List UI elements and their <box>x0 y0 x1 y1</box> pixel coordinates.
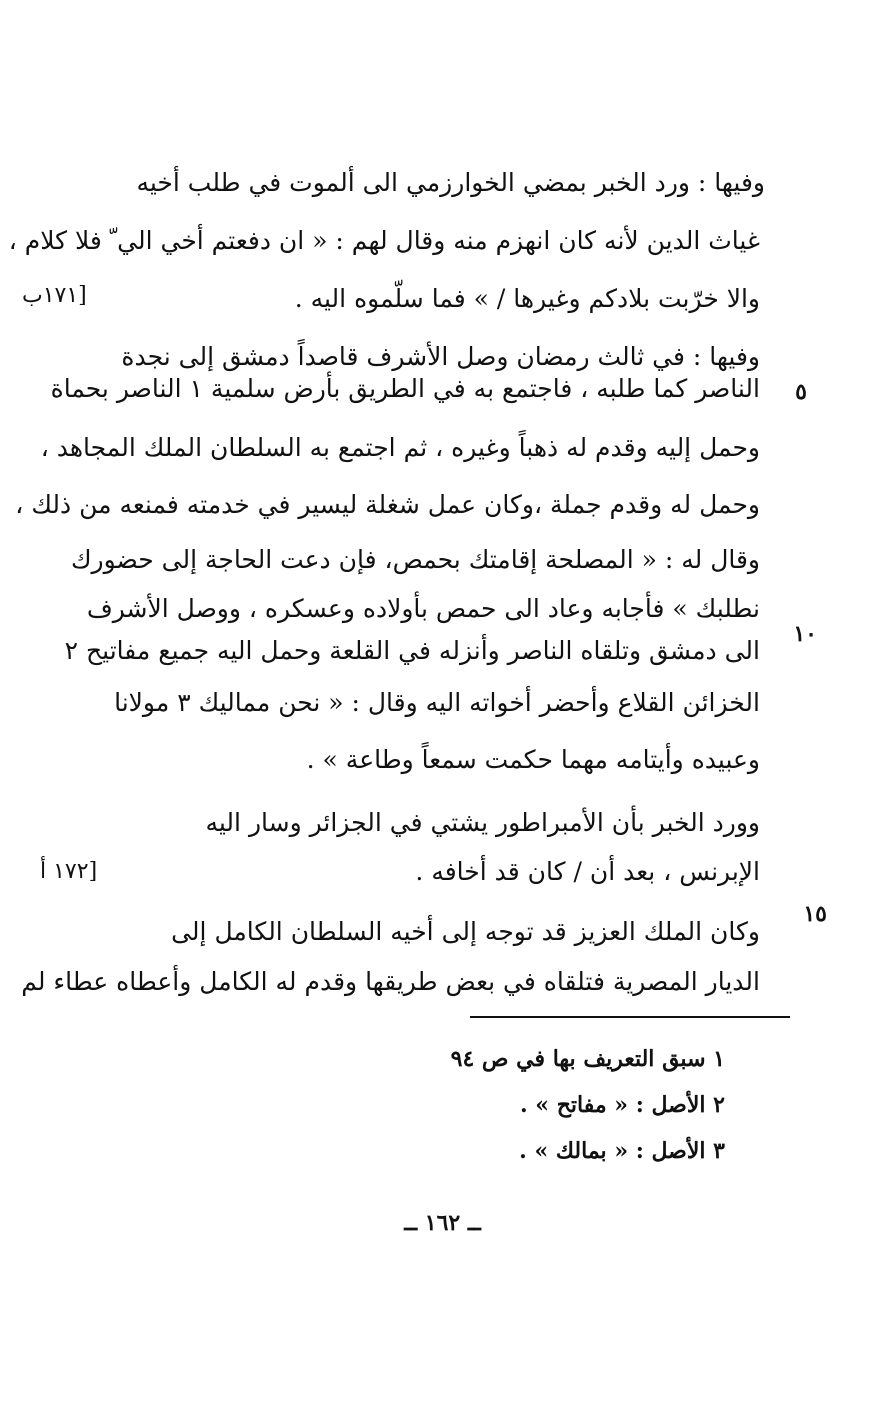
footnote-separator <box>470 1016 790 1018</box>
manuscript-folio-ref: [١٧١ب <box>22 283 87 308</box>
text-line: نطلبك » فأجابه وعاد الى حمص بأولاده وعسكره ، ووصل الأشرف <box>86 594 760 623</box>
text-line: غياث الدين لأنه كان انهزم منه وقال لهم : « ان دفعتم أخي الي ّ فلا كلام ، <box>8 226 760 255</box>
text-line: وفيها : في ثالث رمضان وصل الأشرف قاصداً دمشق إلى نجدة <box>121 342 760 371</box>
text-line: وورد الخبر بأن الأمبراطور يشتي في الجزائر وسار اليه <box>205 808 760 837</box>
text-line: الديار المصرية فتلقاه في بعض طريقها وقدم له الكامل وأعطاه عطاء لم <box>21 967 760 996</box>
footnote: ٢ الأصل : « مفاتح » . <box>519 1092 725 1118</box>
text-line: الخزائن القلاع وأحضر أخواته اليه وقال : « نحن مماليك ٣ مولانا <box>114 688 760 717</box>
text-line: الإبرنس ، بعد أن / كان قد أخافه . <box>415 857 760 886</box>
footnote: ٣ الأصل : « بمالك » . <box>519 1138 725 1164</box>
page-number: ــ ١٦٢ ــ <box>404 1210 481 1236</box>
text-line: وعبيده وأيتامه مهما حكمت سمعاً وطاعة » . <box>306 745 760 774</box>
text-line: الى دمشق وتلقاه الناصر وأنزله في القلعة وحمل اليه جميع مفاتيح ٢ <box>64 636 760 665</box>
text-line: وحمل إليه وقدم له ذهباً وغيره ، ثم اجتمع به السلطان الملك المجاهد ، <box>40 433 760 462</box>
line-number: ١٥ <box>803 901 827 927</box>
footnote: ١ سبق التعريف بها في ص ٩٤ <box>450 1046 725 1072</box>
line-number: ١٠ <box>793 621 817 647</box>
text-line: وفيها : ورد الخبر بمضي الخوارزمي الى ألموت في طلب أخيه <box>136 168 765 197</box>
text-line: وحمل له وقدم جملة ،وكان عمل شغلة ليسير في خدمته فمنعه من ذلك ، <box>15 490 760 519</box>
manuscript-folio-ref: [١٧٢ أ <box>40 859 98 884</box>
text-line: والا خرّبت بلادكم وغيرها / » فما سلّموه اليه . <box>294 284 760 313</box>
line-number: ٥ <box>795 379 807 405</box>
text-line: وقال له : « المصلحة إقامتك بحمص، فإن دعت الحاجة إلى حضورك <box>70 545 760 574</box>
text-line: الناصر كما طلبه ، فاجتمع به في الطريق بأرض سلمية ١ الناصر بحماة <box>50 374 760 403</box>
text-line: وكان الملك العزيز قد توجه إلى أخيه السلطان الكامل إلى <box>171 917 760 946</box>
